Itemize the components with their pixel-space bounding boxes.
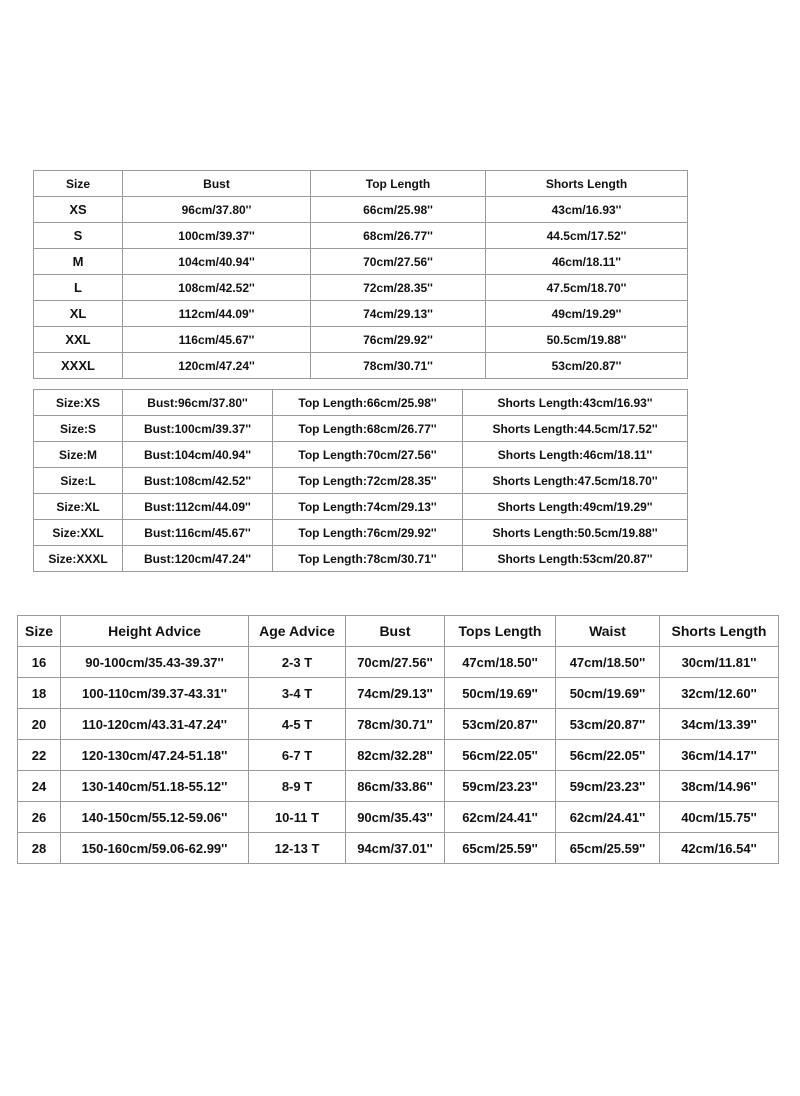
table-row	[34, 494, 688, 520]
header-cell: Age Advice	[249, 616, 346, 647]
size-cell: 28	[18, 833, 61, 864]
size-cell: Size:M	[34, 442, 123, 468]
waist-cell: 53cm/20.87''	[556, 709, 660, 740]
size-cell: 18	[18, 678, 61, 709]
shorts-length-cell: 34cm/13.39''	[660, 709, 779, 740]
table-row	[34, 249, 688, 275]
shorts-length-cell: 49cm/19.29''	[486, 301, 688, 327]
size-cell: Size:S	[34, 416, 123, 442]
bust-cell: 100cm/39.37''	[123, 223, 311, 249]
table-row	[18, 709, 779, 740]
size-cell: Size:XL	[34, 494, 123, 520]
bust-cell: Bust:112cm/44.09''	[123, 494, 273, 520]
size-cell: 20	[18, 709, 61, 740]
size-cell: M	[34, 249, 123, 275]
shorts-length-cell: Shorts Length:47.5cm/18.70''	[463, 468, 688, 494]
shorts-length-cell: Shorts Length:43cm/16.93''	[463, 390, 688, 416]
size-cell: XXXL	[34, 353, 123, 379]
shorts-length-cell: 46cm/18.11''	[486, 249, 688, 275]
shorts-length-cell: 32cm/12.60''	[660, 678, 779, 709]
bust-cell: 116cm/45.67''	[123, 327, 311, 353]
table-header-row	[34, 171, 688, 197]
height-advice-cell: 90-100cm/35.43-39.37''	[61, 647, 249, 678]
table-row	[18, 771, 779, 802]
waist-cell: 50cm/19.69''	[556, 678, 660, 709]
size-chart-table-2	[33, 389, 688, 572]
table-row	[18, 833, 779, 864]
tops-length-cell: 47cm/18.50''	[445, 647, 556, 678]
table-row	[18, 802, 779, 833]
header-cell: Height Advice	[61, 616, 249, 647]
header-cell: Size	[18, 616, 61, 647]
shorts-length-cell: Shorts Length:46cm/18.11''	[463, 442, 688, 468]
waist-cell: 47cm/18.50''	[556, 647, 660, 678]
top-length-cell: 72cm/28.35''	[311, 275, 486, 301]
size-cell: L	[34, 275, 123, 301]
age-advice-cell: 8-9 T	[249, 771, 346, 802]
table-row	[34, 275, 688, 301]
bust-cell: Bust:116cm/45.67''	[123, 520, 273, 546]
height-advice-cell: 140-150cm/55.12-59.06''	[61, 802, 249, 833]
bust-cell: 108cm/42.52''	[123, 275, 311, 301]
bust-cell: 112cm/44.09''	[123, 301, 311, 327]
bust-cell: 82cm/32.28''	[346, 740, 445, 771]
tops-length-cell: 56cm/22.05''	[445, 740, 556, 771]
bust-cell: Bust:108cm/42.52''	[123, 468, 273, 494]
bust-cell: 90cm/35.43''	[346, 802, 445, 833]
age-advice-cell: 6-7 T	[249, 740, 346, 771]
shorts-length-cell: 43cm/16.93''	[486, 197, 688, 223]
shorts-length-cell: 44.5cm/17.52''	[486, 223, 688, 249]
tops-length-cell: 62cm/24.41''	[445, 802, 556, 833]
top-length-cell: Top Length:74cm/29.13''	[273, 494, 463, 520]
top-length-cell: Top Length:66cm/25.98''	[273, 390, 463, 416]
height-advice-cell: 150-160cm/59.06-62.99''	[61, 833, 249, 864]
top-length-cell: 78cm/30.71''	[311, 353, 486, 379]
size-cell: Size:XS	[34, 390, 123, 416]
top-length-cell: 68cm/26.77''	[311, 223, 486, 249]
shorts-length-cell: Shorts Length:44.5cm/17.52''	[463, 416, 688, 442]
table-row	[34, 520, 688, 546]
waist-cell: 62cm/24.41''	[556, 802, 660, 833]
shorts-length-cell: 36cm/14.17''	[660, 740, 779, 771]
shorts-length-cell: 38cm/14.96''	[660, 771, 779, 802]
age-advice-cell: 10-11 T	[249, 802, 346, 833]
bust-cell: 78cm/30.71''	[346, 709, 445, 740]
table-row	[18, 647, 779, 678]
bust-cell: Bust:104cm/40.94''	[123, 442, 273, 468]
shorts-length-cell: 50.5cm/19.88''	[486, 327, 688, 353]
top-length-cell: 76cm/29.92''	[311, 327, 486, 353]
shorts-length-cell: 42cm/16.54''	[660, 833, 779, 864]
shorts-length-cell: Shorts Length:53cm/20.87''	[463, 546, 688, 572]
height-advice-cell: 100-110cm/39.37-43.31''	[61, 678, 249, 709]
header-cell: Shorts Length	[660, 616, 779, 647]
size-cell: XXL	[34, 327, 123, 353]
header-cell: Tops Length	[445, 616, 556, 647]
size-cell: 24	[18, 771, 61, 802]
tops-length-cell: 59cm/23.23''	[445, 771, 556, 802]
bust-cell: 96cm/37.80''	[123, 197, 311, 223]
header-cell: Top Length	[311, 171, 486, 197]
age-advice-cell: 4-5 T	[249, 709, 346, 740]
table-row	[34, 197, 688, 223]
top-length-cell: Top Length:72cm/28.35''	[273, 468, 463, 494]
top-length-cell: Top Length:68cm/26.77''	[273, 416, 463, 442]
table-row	[34, 468, 688, 494]
age-advice-cell: 2-3 T	[249, 647, 346, 678]
table-row	[18, 678, 779, 709]
size-cell: S	[34, 223, 123, 249]
header-cell: Shorts Length	[486, 171, 688, 197]
tops-length-cell: 65cm/25.59''	[445, 833, 556, 864]
bust-cell: 120cm/47.24''	[123, 353, 311, 379]
table-header-row	[18, 616, 779, 647]
tops-length-cell: 50cm/19.69''	[445, 678, 556, 709]
table-row	[34, 390, 688, 416]
top-length-cell: 70cm/27.56''	[311, 249, 486, 275]
shorts-length-cell: 30cm/11.81''	[660, 647, 779, 678]
height-advice-cell: 130-140cm/51.18-55.12''	[61, 771, 249, 802]
bust-cell: 94cm/37.01''	[346, 833, 445, 864]
table-row	[34, 442, 688, 468]
size-cell: Size:XXXL	[34, 546, 123, 572]
shorts-length-cell: 40cm/15.75''	[660, 802, 779, 833]
size-cell: XL	[34, 301, 123, 327]
bust-cell: 70cm/27.56''	[346, 647, 445, 678]
tops-length-cell: 53cm/20.87''	[445, 709, 556, 740]
top-length-cell: 66cm/25.98''	[311, 197, 486, 223]
bust-cell: 86cm/33.86''	[346, 771, 445, 802]
size-chart-table-1	[33, 170, 688, 379]
height-advice-cell: 120-130cm/47.24-51.18''	[61, 740, 249, 771]
top-length-cell: Top Length:70cm/27.56''	[273, 442, 463, 468]
bust-cell: 74cm/29.13''	[346, 678, 445, 709]
waist-cell: 56cm/22.05''	[556, 740, 660, 771]
table-row	[34, 353, 688, 379]
bust-cell: 104cm/40.94''	[123, 249, 311, 275]
size-cell: 26	[18, 802, 61, 833]
bust-cell: Bust:100cm/39.37''	[123, 416, 273, 442]
top-length-cell: 74cm/29.13''	[311, 301, 486, 327]
header-cell: Bust	[346, 616, 445, 647]
size-cell: XS	[34, 197, 123, 223]
size-cell: Size:XXL	[34, 520, 123, 546]
kids-size-chart-table	[17, 615, 779, 864]
height-advice-cell: 110-120cm/43.31-47.24''	[61, 709, 249, 740]
age-advice-cell: 3-4 T	[249, 678, 346, 709]
header-cell: Waist	[556, 616, 660, 647]
size-cell: Size:L	[34, 468, 123, 494]
bust-cell: Bust:96cm/37.80''	[123, 390, 273, 416]
table-row	[34, 301, 688, 327]
size-cell: 22	[18, 740, 61, 771]
table-row	[34, 416, 688, 442]
top-length-cell: Top Length:78cm/30.71''	[273, 546, 463, 572]
bust-cell: Bust:120cm/47.24''	[123, 546, 273, 572]
shorts-length-cell: 53cm/20.87''	[486, 353, 688, 379]
top-length-cell: Top Length:76cm/29.92''	[273, 520, 463, 546]
header-cell: Size	[34, 171, 123, 197]
waist-cell: 59cm/23.23''	[556, 771, 660, 802]
table-row	[18, 740, 779, 771]
waist-cell: 65cm/25.59''	[556, 833, 660, 864]
shorts-length-cell: Shorts Length:50.5cm/19.88''	[463, 520, 688, 546]
table-row	[34, 223, 688, 249]
shorts-length-cell: Shorts Length:49cm/19.29''	[463, 494, 688, 520]
header-cell: Bust	[123, 171, 311, 197]
age-advice-cell: 12-13 T	[249, 833, 346, 864]
size-cell: 16	[18, 647, 61, 678]
table-row	[34, 546, 688, 572]
table-row	[34, 327, 688, 353]
shorts-length-cell: 47.5cm/18.70''	[486, 275, 688, 301]
